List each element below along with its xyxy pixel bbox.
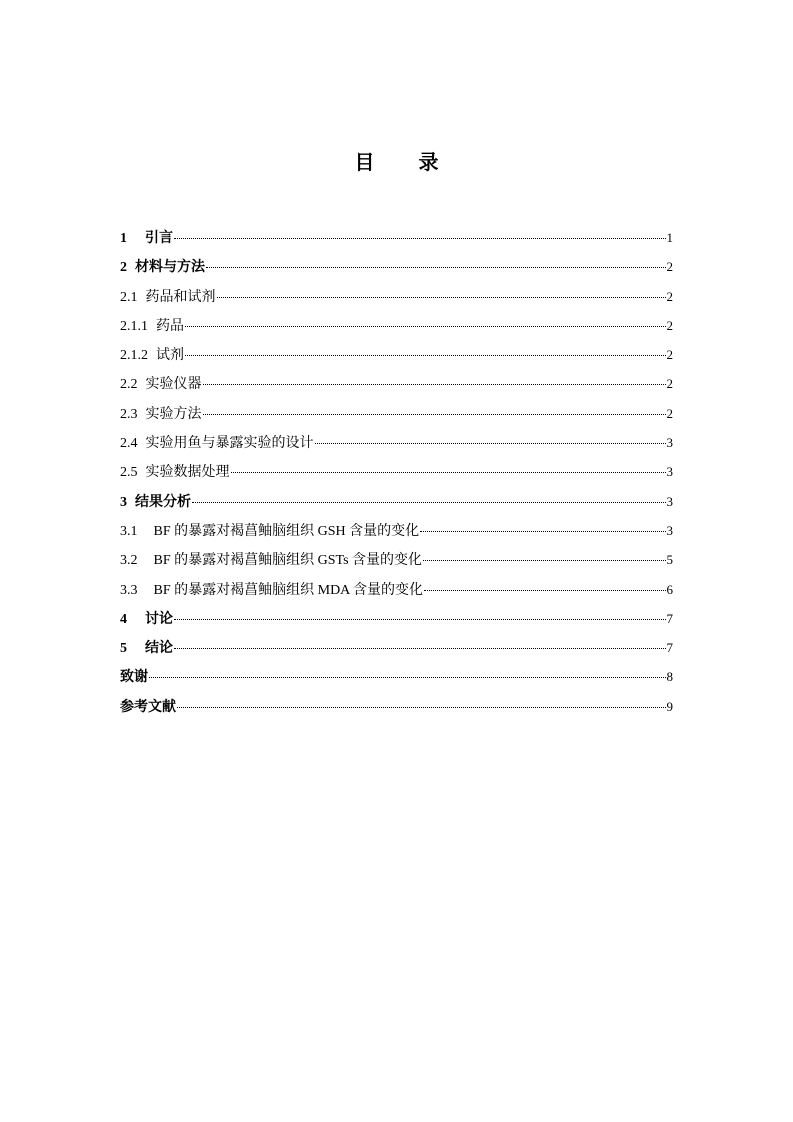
toc-entry-page-number: 3 [666,522,673,538]
toc-leader-dots [206,266,666,268]
toc-entry[interactable] [120,287,673,316]
toc-entry-label: 结论 [145,641,173,657]
toc-leader-dots [217,296,666,298]
toc-entry[interactable] [120,257,673,286]
toc-entry-page-number: 2 [666,259,673,275]
toc-entry-page-number: 2 [666,317,673,333]
toc-entry-label: BF 的暴露对褐菖鲉脑组织 GSH 含量的变化 [153,523,420,539]
page-title [0,146,793,175]
toc-entry[interactable] [120,550,673,579]
toc-entry-page-number: 2 [666,288,673,304]
toc-entry-label: 引言 [145,231,173,246]
toc-leader-dots [185,325,666,327]
toc-entry-label: 参考文献 [120,699,176,715]
toc-entry-number: 2.1.2 [120,348,148,364]
toc-entry[interactable] [120,433,673,462]
toc-leader-dots [192,501,666,503]
toc-leader-dots [174,237,666,239]
toc-entry-label: 实验数据处理 [145,465,230,481]
toc-leader-dots [203,413,666,415]
toc-entry-label: BF 的暴露对褐菖鲉脑组织 GSTs 含量的变化 [153,553,423,569]
toc-entry[interactable] [120,492,673,521]
toc-entry[interactable] [120,345,673,374]
toc-entry-number: 3.3 [120,582,138,598]
toc-entry-number: 3 [120,494,127,510]
toc-entry-number: 3.2 [120,553,138,569]
toc-entry-page-number: 5 [666,552,673,568]
toc-entry-page-number: 6 [666,581,673,597]
toc-entry-label: 药品和试剂 [145,289,216,305]
toc-entry-page-number: 7 [666,610,673,626]
toc-entry[interactable] [120,316,673,345]
toc-leader-dots [177,706,666,708]
toc-entry-label: BF 的暴露对褐菖鲉脑组织 MDA 含量的变化 [153,582,424,598]
toc-leader-dots [423,559,665,561]
toc-entry[interactable] [120,228,673,257]
toc-entry-page-number: 3 [666,493,673,509]
toc-entry[interactable] [120,404,673,433]
toc-entry-number: 2.5 [120,465,138,481]
title-char-2: 录 [418,152,439,174]
toc-entry[interactable] [120,667,673,696]
toc-entry-page-number: 3 [666,464,673,480]
toc-leader-dots [174,618,666,620]
toc-entry-page-number: 9 [666,698,673,714]
toc-entry-number: 2.3 [120,406,138,422]
toc-entry[interactable] [120,462,673,491]
toc-leader-dots [203,383,666,385]
toc-entry-label: 实验仪器 [145,377,202,393]
toc-entry-number: 2.4 [120,436,138,452]
toc-entry-number: 5 [120,641,127,657]
toc-entry-page-number: 1 [666,230,673,245]
toc-leader-dots [149,676,666,678]
toc-entry[interactable] [120,521,673,550]
toc-entry-label: 致谢 [120,670,148,686]
toc-entry-number: 4 [120,611,127,627]
toc-entry-label: 材料与方法 [135,260,205,276]
toc-entry-number: 3.1 [120,523,138,539]
toc-entry-number: 1 [120,231,127,246]
toc-entry[interactable] [120,609,673,638]
title-char-1: 目 [354,152,375,174]
toc-leader-dots [185,354,666,356]
toc-entry-label: 结果分析 [135,494,191,510]
toc-leader-dots [315,442,666,444]
toc-entry-label: 实验用鱼与暴露实验的设计 [145,436,314,452]
toc-entry-page-number: 2 [666,376,673,392]
toc-entry-page-number: 8 [666,669,673,685]
toc-entry-label: 讨论 [145,611,173,627]
toc-entry-label: 实验方法 [145,406,202,422]
table-of-contents [120,228,673,726]
toc-entry-page-number: 3 [666,435,673,451]
toc-entry-number: 2 [120,260,127,276]
toc-leader-dots [420,530,665,532]
toc-entry[interactable] [120,697,673,726]
toc-entry-page-number: 2 [666,347,673,363]
toc-entry-page-number: 7 [666,640,673,656]
toc-entry-page-number: 2 [666,405,673,421]
toc-entry[interactable] [120,638,673,667]
toc-entry-number: 2.1 [120,289,138,305]
toc-leader-dots [231,471,666,473]
toc-leader-dots [174,647,666,649]
toc-leader-dots [424,589,665,591]
toc-entry-number: 2.2 [120,377,138,393]
toc-entry[interactable] [120,580,673,609]
toc-entry-number: 2.1.1 [120,318,148,334]
toc-entry[interactable] [120,374,673,403]
toc-entry-label: 药品 [156,318,184,334]
toc-entry-label: 试剂 [156,348,184,364]
